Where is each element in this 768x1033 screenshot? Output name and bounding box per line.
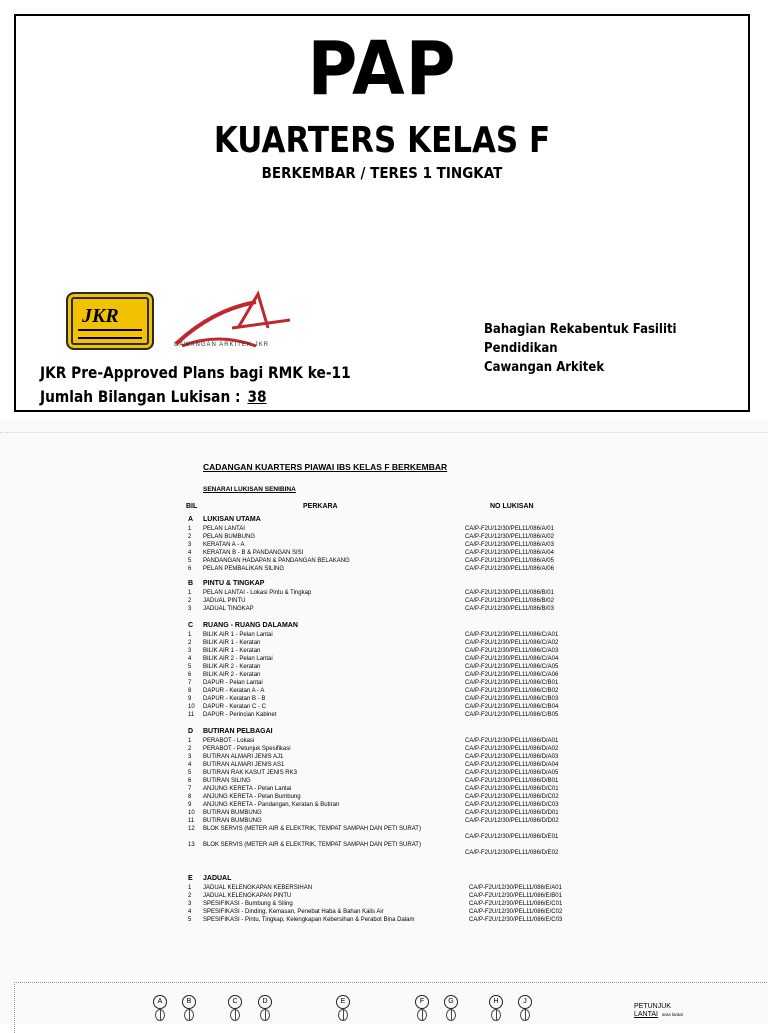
drawing-number: 9: [188, 696, 192, 702]
drawing-number: 5: [188, 770, 192, 776]
drawing-name: JADUAL KELENGKAPAN KEBERSIHAN: [203, 885, 313, 891]
drawing-row: [188, 809, 578, 817]
drawing-name: BILIK AIR 1 - Pelan Lantai: [203, 632, 273, 638]
drawing-name: DAPUR - Keratan C - C: [203, 704, 267, 710]
drawing-number: 7: [188, 786, 192, 792]
drawing-code: CA/P-F2U/12/30/PEL11/086/D/E02: [465, 850, 559, 856]
drawing-row: [188, 769, 578, 777]
section-header: [188, 515, 578, 525]
scan-speck: ·: [728, 656, 730, 662]
drawing-count-label: Jumlah Bilangan Lukisan :: [40, 387, 241, 406]
drawing-name: PELAN LANTAI - Lokasi Pintu & Tingkap: [203, 590, 312, 596]
drawing-row: [188, 711, 578, 719]
drawing-code: CA/P-F2U/12/30/PEL11/086/D/D01: [465, 810, 559, 816]
grid-bubble-d: D: [258, 995, 272, 1009]
drawing-code: CA/P-F2U/12/30/PEL11/086/D/A02: [465, 746, 559, 752]
section-letter: A: [188, 516, 194, 523]
drawing-name: BILIK AIR 1 - Keratan: [203, 640, 261, 646]
grid-line-marker: [230, 1009, 240, 1021]
drawing-row: [188, 605, 578, 613]
drawing-row: [188, 549, 578, 557]
drawing-code: CA/P-F2U/12/30/PEL11/086/D/D02: [465, 818, 559, 824]
drawing-row: [188, 525, 578, 533]
drawing-code: CA/P-F2U/12/30/PEL11/086/C/A02: [465, 640, 559, 646]
scan-speck: ·: [366, 656, 368, 662]
drawing-code: CA/P-F2U/12/30/PEL11/086/A/05: [465, 558, 554, 564]
drawing-number: 2: [188, 534, 192, 540]
drawing-name: KERATAN B - B & PANDANGAN SISI: [203, 550, 304, 556]
drawing-row: [188, 687, 578, 695]
grid-bubble-c: C: [228, 995, 242, 1009]
drawing-name: DAPUR - Keratan A - A: [203, 688, 265, 694]
drawing-row: [188, 565, 578, 573]
drawing-code: CA/P-F2U/12/30/PEL11/086/C/B04: [465, 704, 559, 710]
drawing-name: PERABOT - Lokasi: [203, 738, 255, 744]
drawing-code: CA/P-F2U/12/30/PEL11/086/E/C01: [469, 901, 563, 907]
drawing-number: 12: [188, 826, 195, 832]
drawing-row: [188, 908, 578, 916]
drawing-code: CA/P-F2U/12/30/PEL11/086/E/C02: [469, 909, 563, 915]
drawing-row: [188, 753, 578, 761]
drawing-row: [188, 631, 578, 639]
drawing-code: CA/P-F2U/12/30/PEL11/086/D/A01: [465, 738, 559, 744]
section-header: [188, 621, 578, 631]
column-header-bil: BIL: [186, 503, 198, 510]
section-letter: C: [188, 622, 194, 629]
drawing-code: CA/P-F2U/12/30/PEL11/086/C/A04: [465, 656, 559, 662]
grid-line-marker: [520, 1009, 530, 1021]
drawing-row: [188, 557, 578, 565]
scan-speck: ·: [636, 656, 638, 662]
drawing-code: CA/P-F2U/12/30/PEL11/086/C/A05: [465, 664, 559, 670]
drawing-code: CA/P-F2U/12/30/PEL11/086/E/A01: [469, 885, 562, 891]
drawing-row: [188, 671, 578, 679]
drawing-name: KERATAN A - A: [203, 542, 245, 548]
section-letter: D: [188, 728, 194, 735]
section-letter: E: [188, 875, 193, 882]
section-name: BUTIRAN PELBAGAI: [203, 728, 273, 735]
section-c: [188, 621, 578, 719]
drawing-number: 1: [188, 526, 192, 532]
drawing-code: CA/P-F2U/12/30/PEL11/086/A/02: [465, 534, 554, 540]
drawing-row: [188, 679, 578, 687]
drawing-number: 2: [188, 640, 192, 646]
drawing-name: BUTIRAN BUMBUNG: [203, 810, 262, 816]
drawing-name: PELAN PEMBALIKAN SILING: [203, 566, 285, 572]
plans-block: [40, 361, 351, 409]
drawing-number: 4: [188, 550, 192, 556]
drawing-name: JADUAL KELENGKAPAN PINTU: [203, 893, 292, 899]
drawing-row: [188, 841, 578, 857]
jkr-logo: [66, 292, 154, 350]
drawing-number: 8: [188, 688, 192, 694]
drawing-code: CA/P-F2U/12/30/PEL11/086/D/E01: [465, 834, 559, 840]
drawing-number: 6: [188, 778, 192, 784]
drawing-row: [188, 884, 578, 892]
column-header-no-lukisan: NO LUKISAN: [490, 503, 534, 510]
drawing-number: 3: [188, 542, 192, 548]
drawing-number: 5: [188, 917, 192, 923]
drawing-number: 10: [188, 704, 195, 710]
drawing-name: DAPUR - Perincian Kabinet: [203, 712, 277, 718]
cover-sheet: [14, 14, 750, 412]
drawing-name: BLOK SERVIS (METER AIR & ELEKTRIK, TEMPAT SAMPAH DAN PETI SURAT): [203, 842, 421, 848]
drawing-number: 3: [188, 606, 192, 612]
drawing-name: JADUAL TINGKAP: [203, 606, 254, 612]
drawing-code: CA/P-F2U/12/30/PEL11/086/B/01: [465, 590, 554, 596]
drawing-name: BUTIRAN ALMARI JENIS AJ1: [203, 754, 284, 760]
drawing-number: 1: [188, 738, 192, 744]
drawing-name: ANJUNG KERETA - Pelan Lantai: [203, 786, 292, 792]
cover-subtitle: KUARTERS KELAS F: [213, 120, 551, 161]
drawing-code: CA/P-F2U/12/30/PEL11/086/B/03: [465, 606, 554, 612]
drawing-number: 6: [188, 672, 192, 678]
drawing-row: [188, 801, 578, 809]
drawing-number: 2: [188, 598, 192, 604]
grid-bubble-h: H: [489, 995, 503, 1009]
drawing-name: BUTIRAN RAK KASUT JENIS RK3: [203, 770, 297, 776]
section-a: [188, 515, 578, 573]
drawing-row: [188, 916, 578, 924]
drawing-code: CA/P-F2U/12/30/PEL11/086/D/B01: [465, 778, 559, 784]
drawing-name: ANJUNG KERETA - Pandangan, Keratan & Butiran: [203, 802, 340, 808]
drawing-row: [188, 825, 578, 841]
list-title: CADANGAN KUARTERS PIAWAI IBS KELAS F BERKEMBAR: [203, 462, 448, 472]
drawing-row: [188, 589, 578, 597]
drawing-number: 5: [188, 558, 192, 564]
drawing-name: BUTIRAN SILING: [203, 778, 251, 784]
section-header: [188, 579, 578, 589]
drawing-code: CA/P-F2U/12/30/PEL11/086/E/B01: [469, 893, 562, 899]
section-header: [188, 727, 578, 737]
drawing-name: PANDANGAN HADAPAN & PANDANGAN BELAKANG: [203, 558, 350, 564]
drawing-code: CA/P-F2U/12/30/PEL11/086/D/C02: [465, 794, 559, 800]
cover-subtitle-2: BERKEMBAR / TERES 1 TINGKAT: [261, 164, 503, 182]
grid-line-marker: [491, 1009, 501, 1021]
drawing-code: CA/P-F2U/12/30/PEL11/086/D/C01: [465, 786, 559, 792]
drawing-code: CA/P-F2U/12/30/PEL11/086/A/01: [465, 526, 554, 532]
section-d: [188, 727, 578, 857]
drawing-number: 9: [188, 802, 192, 808]
drawing-list-sheet: [0, 420, 768, 1024]
drawing-count-value: 38: [247, 387, 267, 406]
grid-line-marker: [155, 1009, 165, 1021]
drawing-row: [188, 533, 578, 541]
drawing-name: DAPUR - Keratan B - B: [203, 696, 266, 702]
drawing-number: 3: [188, 754, 192, 760]
drawing-name: SPESIFIKASI - Dinding, Kemasan, Penebat Haba & Bahan Kalis Air: [203, 909, 384, 915]
drawing-code: CA/P-F2U/12/30/PEL11/086/A/04: [465, 550, 554, 556]
drawing-number: 1: [188, 632, 192, 638]
legend-title: PETUNJUK: [634, 1003, 671, 1010]
drawing-number: 7: [188, 680, 192, 686]
drawing-code: CA/P-F2U/12/30/PEL11/086/C/B03: [465, 696, 559, 702]
drawing-row: [188, 655, 578, 663]
drawing-name: BILIK AIR 2 - Keratan: [203, 672, 261, 678]
drawing-number: 10: [188, 810, 195, 816]
drawing-row: [188, 703, 578, 711]
drawing-row: [188, 647, 578, 655]
list-subtitle: SENARAI LUKISAN SENIBINA: [203, 486, 296, 493]
drawing-code: CA/P-F2U/12/30/PEL11/086/D/A04: [465, 762, 559, 768]
cover-title: PAP: [307, 26, 457, 112]
section-header: [188, 874, 578, 884]
department-line-1: Bahagian Rekabentuk Fasiliti Pendidikan: [484, 322, 677, 356]
grid-bubble-b: B: [182, 995, 196, 1009]
drawing-name: PELAN BUMBUNG: [203, 534, 256, 540]
drawing-name: JADUAL PINTU: [203, 598, 246, 604]
section-e: [188, 874, 578, 924]
grid-bubble-a: A: [153, 995, 167, 1009]
drawing-number: 8: [188, 794, 192, 800]
grid-line-marker: [446, 1009, 456, 1021]
jkr-logo-stripes: [78, 329, 142, 339]
grid-line-marker: [184, 1009, 194, 1021]
drawing-number: 4: [188, 762, 192, 768]
drawing-code: CA/P-F2U/12/30/PEL11/086/D/A05: [465, 770, 559, 776]
drawing-number: 3: [188, 648, 192, 654]
legend-lantai: [634, 1011, 683, 1019]
drawing-number: 1: [188, 590, 192, 596]
drawing-row: [188, 900, 578, 908]
drawing-row: [188, 639, 578, 647]
drawing-name: BILIK AIR 2 - Keratan: [203, 664, 261, 670]
drawing-row: [188, 793, 578, 801]
drawing-name: BUTIRAN BUMBUNG: [203, 818, 262, 824]
legend-lantai-note: aras lantai: [662, 1012, 683, 1017]
drawing-name: SPESIFIKASI - Bumbung & Siling: [203, 901, 293, 907]
drawing-name: BILIK AIR 1 - Keratan: [203, 648, 261, 654]
scan-speck: ·: [98, 656, 100, 662]
drawing-code: CA/P-F2U/12/30/PEL11/086/C/A03: [465, 648, 559, 654]
drawing-code: CA/P-F2U/12/30/PEL11/086/A/03: [465, 542, 554, 548]
drawing-number: 11: [188, 712, 195, 718]
column-header-perkara: PERKARA: [303, 503, 338, 510]
drawing-name: BLOK SERVIS (METER AIR & ELEKTRIK, TEMPAT SAMPAH DAN PETI SURAT): [203, 826, 421, 832]
drawing-code: CA/P-F2U/12/30/PEL11/086/D/A03: [465, 754, 559, 760]
drawing-row: [188, 737, 578, 745]
arkitek-logo-caption: CAWANGAN ARKITEK JKR: [174, 342, 269, 348]
drawing-number: 2: [188, 893, 192, 899]
section-name: LUKISAN UTAMA: [203, 516, 261, 523]
drawing-row: [188, 761, 578, 769]
drawing-code: CA/P-F2U/12/30/PEL11/086/C/B02: [465, 688, 559, 694]
drawing-row: [188, 597, 578, 605]
drawing-code: CA/P-F2U/12/30/PEL11/086/B/02: [465, 598, 554, 604]
plans-line: JKR Pre-Approved Plans bagi RMK ke-11: [40, 363, 351, 382]
sheet-edge-line: [0, 432, 768, 433]
drawing-row: [188, 892, 578, 900]
grid-bubble-g: G: [444, 995, 458, 1009]
drawing-name: PELAN LANTAI: [203, 526, 245, 532]
drawing-number: 4: [188, 656, 192, 662]
grid-bubble-f: F: [415, 995, 429, 1009]
drawing-code: CA/P-F2U/12/30/PEL11/086/E/C03: [469, 917, 563, 923]
drawing-number: 3: [188, 901, 192, 907]
jkr-logo-text: JKR: [82, 305, 119, 327]
drawing-code: CA/P-F2U/12/30/PEL11/086/A/06: [465, 566, 554, 572]
drawing-code: CA/P-F2U/12/30/PEL11/086/D/C03: [465, 802, 559, 808]
scan-speck: ·: [8, 656, 10, 662]
legend-lantai-label: LANTAI: [634, 1011, 658, 1018]
drawing-row: [188, 817, 578, 825]
department-line-2: Cawangan Arkitek: [484, 360, 605, 375]
drawing-row: [188, 663, 578, 671]
drawing-code: CA/P-F2U/12/30/PEL11/086/C/A01: [465, 632, 559, 638]
drawing-number: 2: [188, 746, 192, 752]
drawing-number: 13: [188, 842, 195, 848]
drawing-number: 11: [188, 818, 195, 824]
drawing-code: CA/P-F2U/12/30/PEL11/086/C/B05: [465, 712, 559, 718]
drawing-name: BILIK AIR 2 - Pelan Lantai: [203, 656, 273, 662]
drawing-number: 4: [188, 909, 192, 915]
grid-bubble-j: J: [518, 995, 532, 1009]
grid-line-marker: [260, 1009, 270, 1021]
drawing-code: CA/P-F2U/12/30/PEL11/086/C/B01: [465, 680, 559, 686]
drawing-number: 5: [188, 664, 192, 670]
section-name: JADUAL: [203, 875, 232, 882]
drawing-name: ANJUNG KERETA - Pelan Bumbung: [203, 794, 301, 800]
drawing-row: [188, 785, 578, 793]
grid-bubble-e: E: [336, 995, 350, 1009]
department-block: [484, 320, 722, 377]
drawing-row: [188, 745, 578, 753]
legend-block: [634, 1003, 683, 1019]
section-b: [188, 579, 578, 613]
section-name: RUANG - RUANG DALAMAN: [203, 622, 298, 629]
grid-line-marker: [417, 1009, 427, 1021]
drawing-name: DAPUR - Pelan Lantai: [203, 680, 263, 686]
drawing-name: PERABOT - Petunjuk Spesifikasi: [203, 746, 291, 752]
section-name: PINTU & TINGKAP: [203, 580, 265, 587]
drawing-name: SPESIFIKASI - Pintu, Tingkap, Kelengkapan Kebersihan & Perabot Bina Dalam: [203, 917, 415, 923]
drawing-row: [188, 695, 578, 703]
drawing-count-line: [40, 385, 351, 409]
section-letter: B: [188, 580, 194, 587]
drawing-code: CA/P-F2U/12/30/PEL11/086/C/A06: [465, 672, 559, 678]
drawing-row: [188, 777, 578, 785]
drawing-row: [188, 541, 578, 549]
drawing-name: BUTIRAN ALMARI JENIS AS1: [203, 762, 285, 768]
grid-line-marker: [338, 1009, 348, 1021]
drawing-number: 1: [188, 885, 192, 891]
drawing-number: 6: [188, 566, 192, 572]
